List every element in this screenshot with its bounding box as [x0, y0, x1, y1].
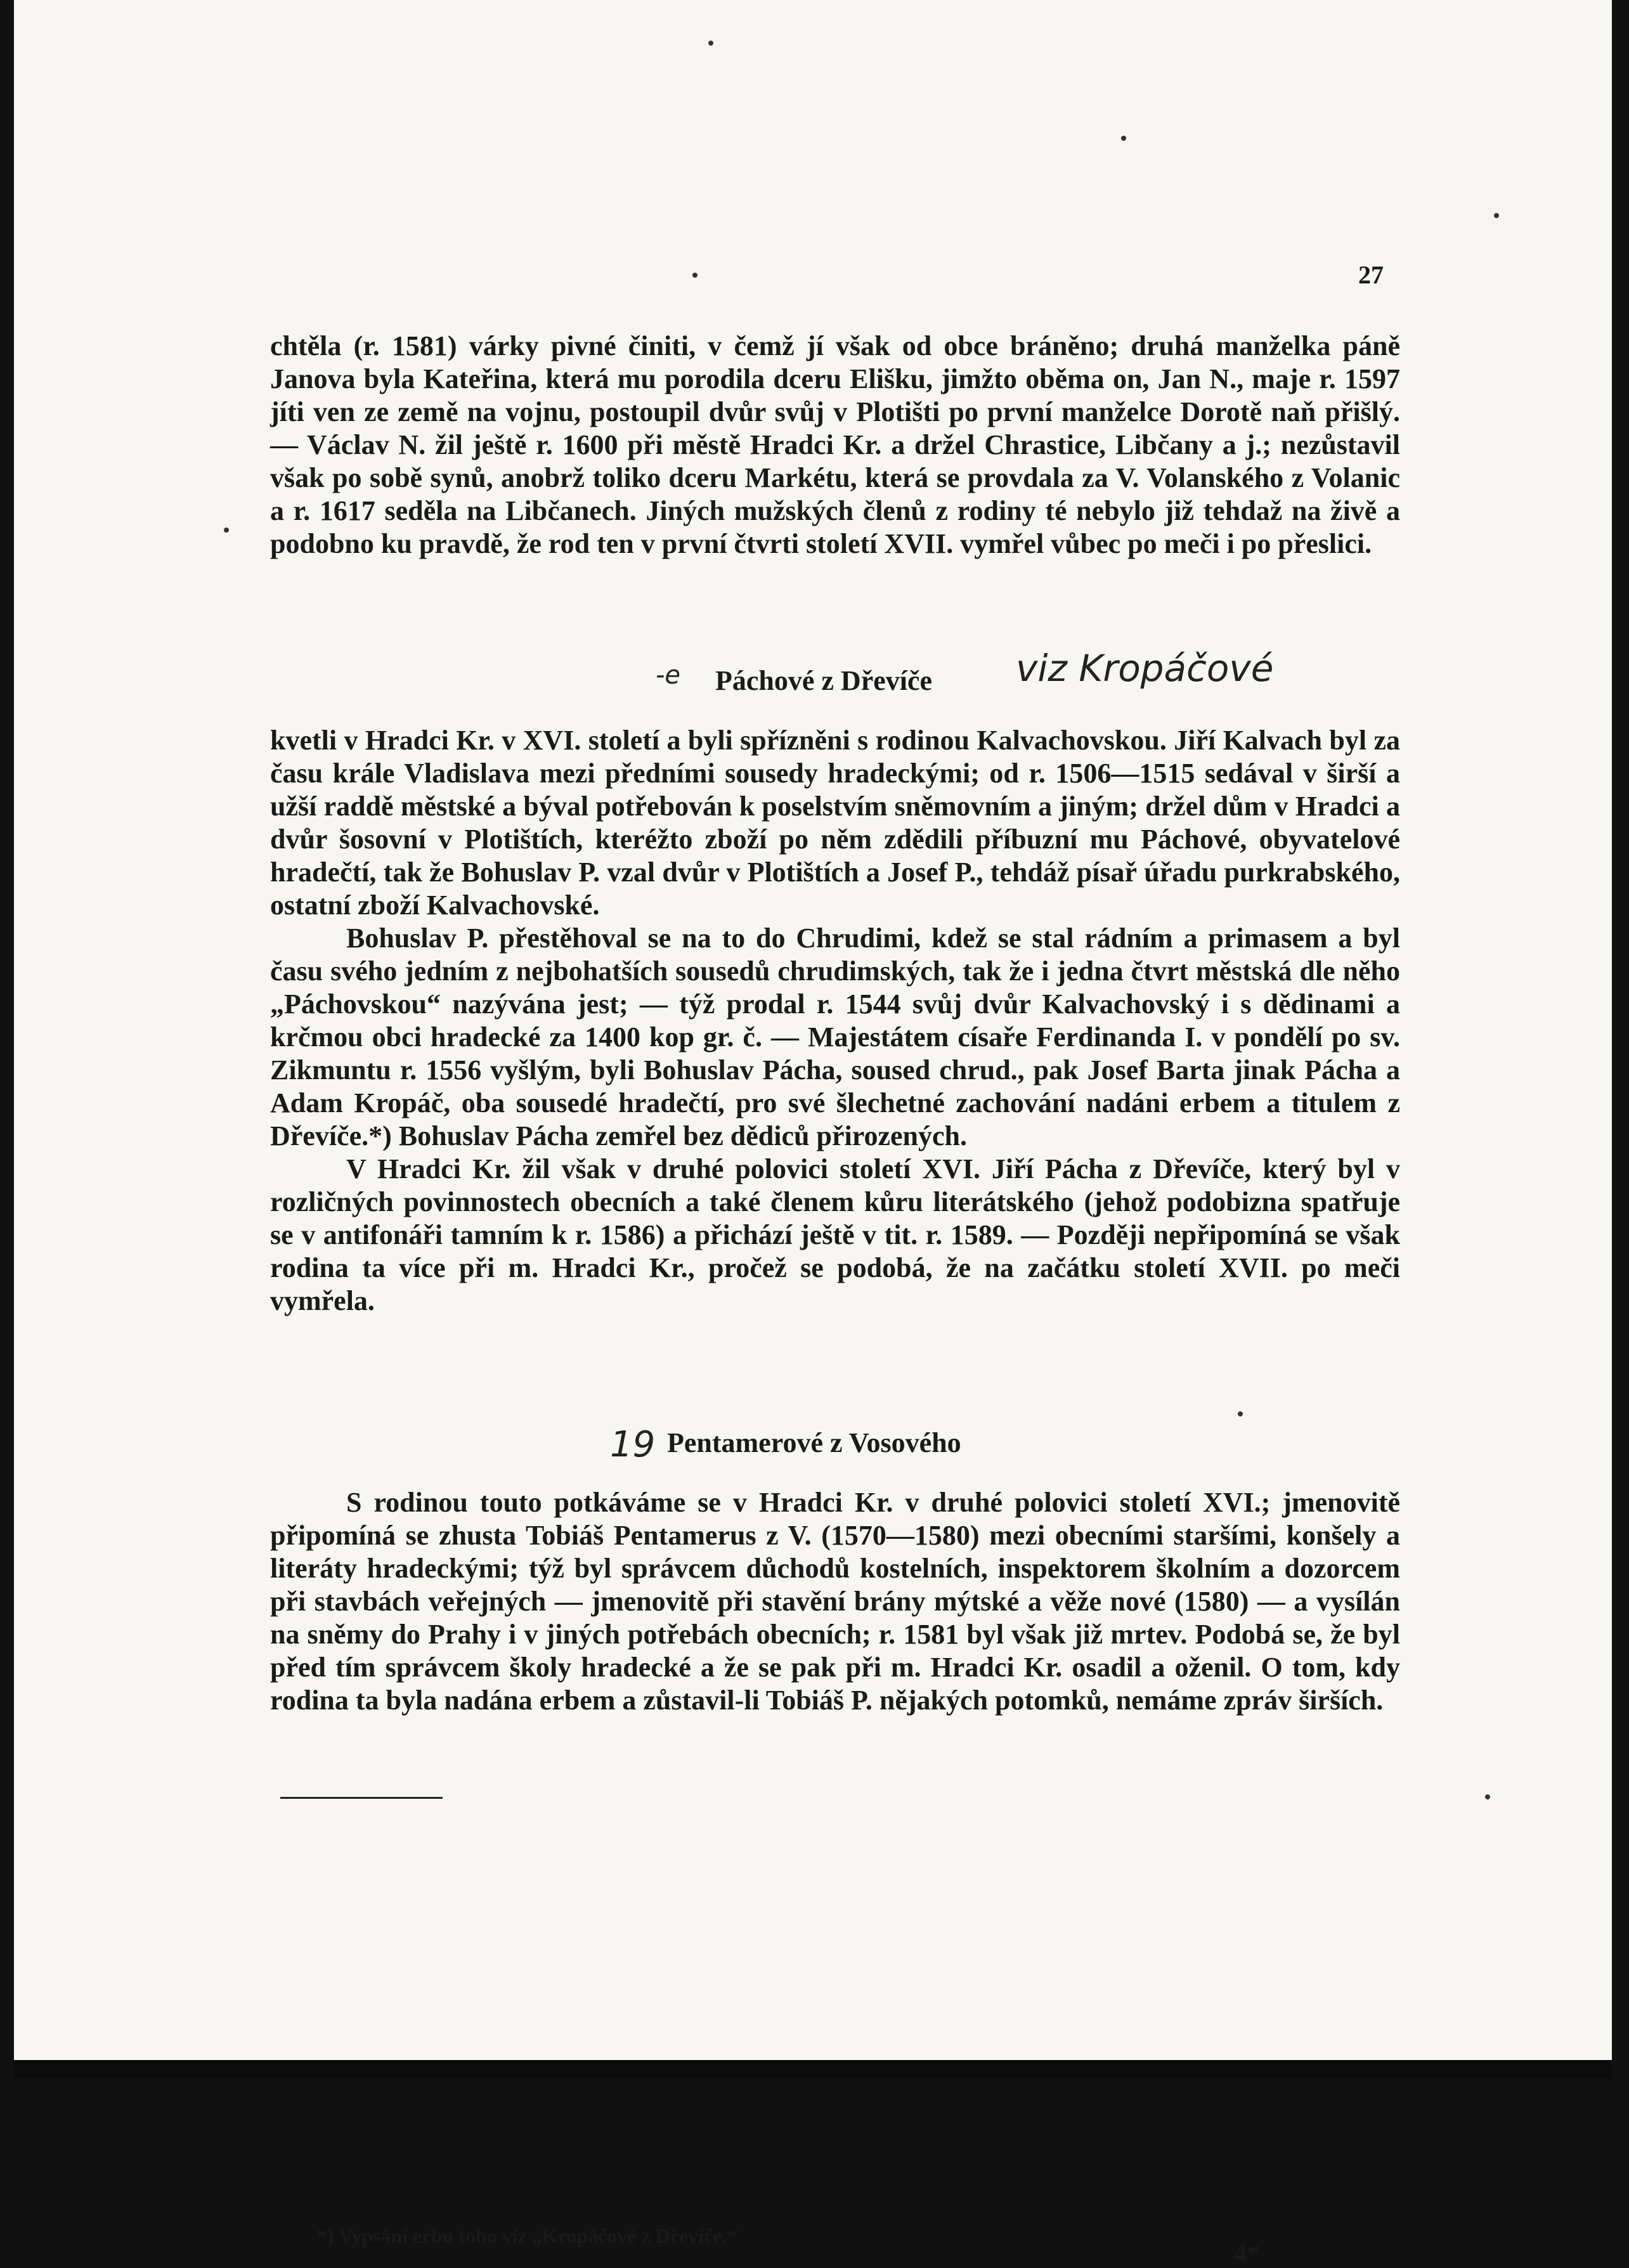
speck [224, 528, 229, 533]
section-heading-pentamerove: Pentamerové z Vosového [667, 1427, 961, 1458]
paragraph: Bohuslav P. přestěhoval se na to do Chrudimi, kdež se stal rádním a primasem a byl času svého jedním z nejbohatších sousedů chrudimských, tak že i jedna čtvrt městská dle něho „Páchovskou“ nazývána jest; — týž prodal r. 1544 svůj dvůr Kalvachovský i s dědinami a krčmou obci hradecké za 1400 kop gr. č. — Majestátem císaře Ferdinanda I. v pondělí po sv. Zikmuntu r. 1556 vyšlým, byli Bohuslav Pácha, soused chrud., pak Josef Barta jinak Pácha a Adam Kropáč, oba sousedé hradečtí, pro své šlechetné zachování nadáni erbem a titulem z Dřevíče.*) Bohuslav Pácha zemřel bez dědiců přirozených. [270, 923, 1400, 1151]
speck [708, 41, 713, 46]
paragraph: V Hradci Kr. žil však v druhé polovici století XVI. Jiří Pácha z Dřevíče, který byl v rozličných povinnostech obecních a také členem kůru literátského (jehož podobizna spatřuje se v antifonáři tamním k r. 1586) a přichází ještě v tit. r. 1589. — Později nepřipomíná se však rodina ta více při m. Hradci Kr., pročež se podobá, že na začátku století XVII. po meči vymřela. [270, 1153, 1400, 1316]
paragraph: S rodinou touto potkáváme se v Hradci Kr. v druhé polovici století XVI.; jmenovitě připomíná se zhusta Tobiáš Pentamerus z V. (1570—1580) mezi obecními staršími, konšely a literáty hradeckými; týž byl správcem důchodů kostelních, inspektorem školním a dozorcem při stavbách veřejných — jmenovitě při stavění brány mýtské a věže nové (1580) — a vysílán na sněmy do Prahy i v jiných potřebách obecních; r. 1581 byl však již mrtev. Podobá se, že byl před tím správcem školy hradecké a že se pak při m. Hradci Kr. osadil a oženil. O tom, kdy rodina ta byla nadána erbem a zůstavil-li Tobiáš P. nějakých potomků, nemáme zpráv širších. [270, 1487, 1400, 1716]
speck [1485, 1794, 1490, 1799]
signature-mark: 4* [1234, 2239, 1259, 2267]
page-number: 27 [1358, 261, 1384, 289]
speck [692, 273, 698, 278]
speck [1238, 1411, 1243, 1416]
top-paragraph-block [270, 330, 1400, 561]
section-pentamerove-body [270, 1486, 1400, 1717]
speck [1494, 213, 1499, 218]
document-page [14, 0, 1612, 2267]
handwritten-note-right: viz Kropáčové [1016, 647, 1274, 690]
paragraph: chtěla (r. 1581) várky pivné činiti, v čemž jí však od obce bráněno; druhá manželka páně Janova byla Kateřina, která mu porodila dceru Elišku, jimžto oběma on, Jan N., maje r. 1597 jíti ven ze země na vojnu, postoupil dvůr svůj v Plotišti po první manželce Dorotě naň přišlý. — Václav N. žil ještě r. 1600 při městě Hradci Kr. a držel Chrastice, Libčany a j.; nezůstavil však po sobě synů, anobrž toliko dceru Markétu, která se provdala za V. Volanského z Volanic a r. 1617 seděla na Libčanech. Jiných mužských členů z rodiny té nebylo již tehdaž na živě a podobno ku pravdě, že rod ten v první čtvrti století XVII. vymřel vůbec po meči i po přeslici. [270, 330, 1400, 559]
footnote: *) Vypsání erbu toho viz „Kropáčové z Dřevíče.“ [317, 2224, 737, 2247]
handwritten-number: 19 [610, 1424, 656, 1465]
section-heading-pachove: Páchové z Dřevíče [715, 665, 933, 696]
section-pachove-body [270, 724, 1400, 1318]
handwritten-mark-left: -e [656, 661, 681, 690]
footnote-rule [280, 1797, 443, 1799]
paragraph: kvetli v Hradci Kr. v XVI. století a byli spřízněni s rodinou Kalvachovskou. Jiří Kalvach byl za času krále Vladislava mezi předními sousedy hradeckými; od r. 1506—1515 sedával v širší a užší raddě městské a býval potřebován k poselstvím sněmovním a jiným; držel dům v Hradci a dvůr šosovní v Plotištích, kteréžto zboží po něm zdědili příbuzní mu Páchové, obyvatelové hradečtí, tak že Bohuslav P. vzal dvůr v Plotištích a Josef P., tehdáž písař úřadu purkrabského, ostatní zboží Kalvachovské. [270, 725, 1400, 921]
speck [1121, 136, 1126, 141]
scan-edge [14, 2060, 1612, 2078]
